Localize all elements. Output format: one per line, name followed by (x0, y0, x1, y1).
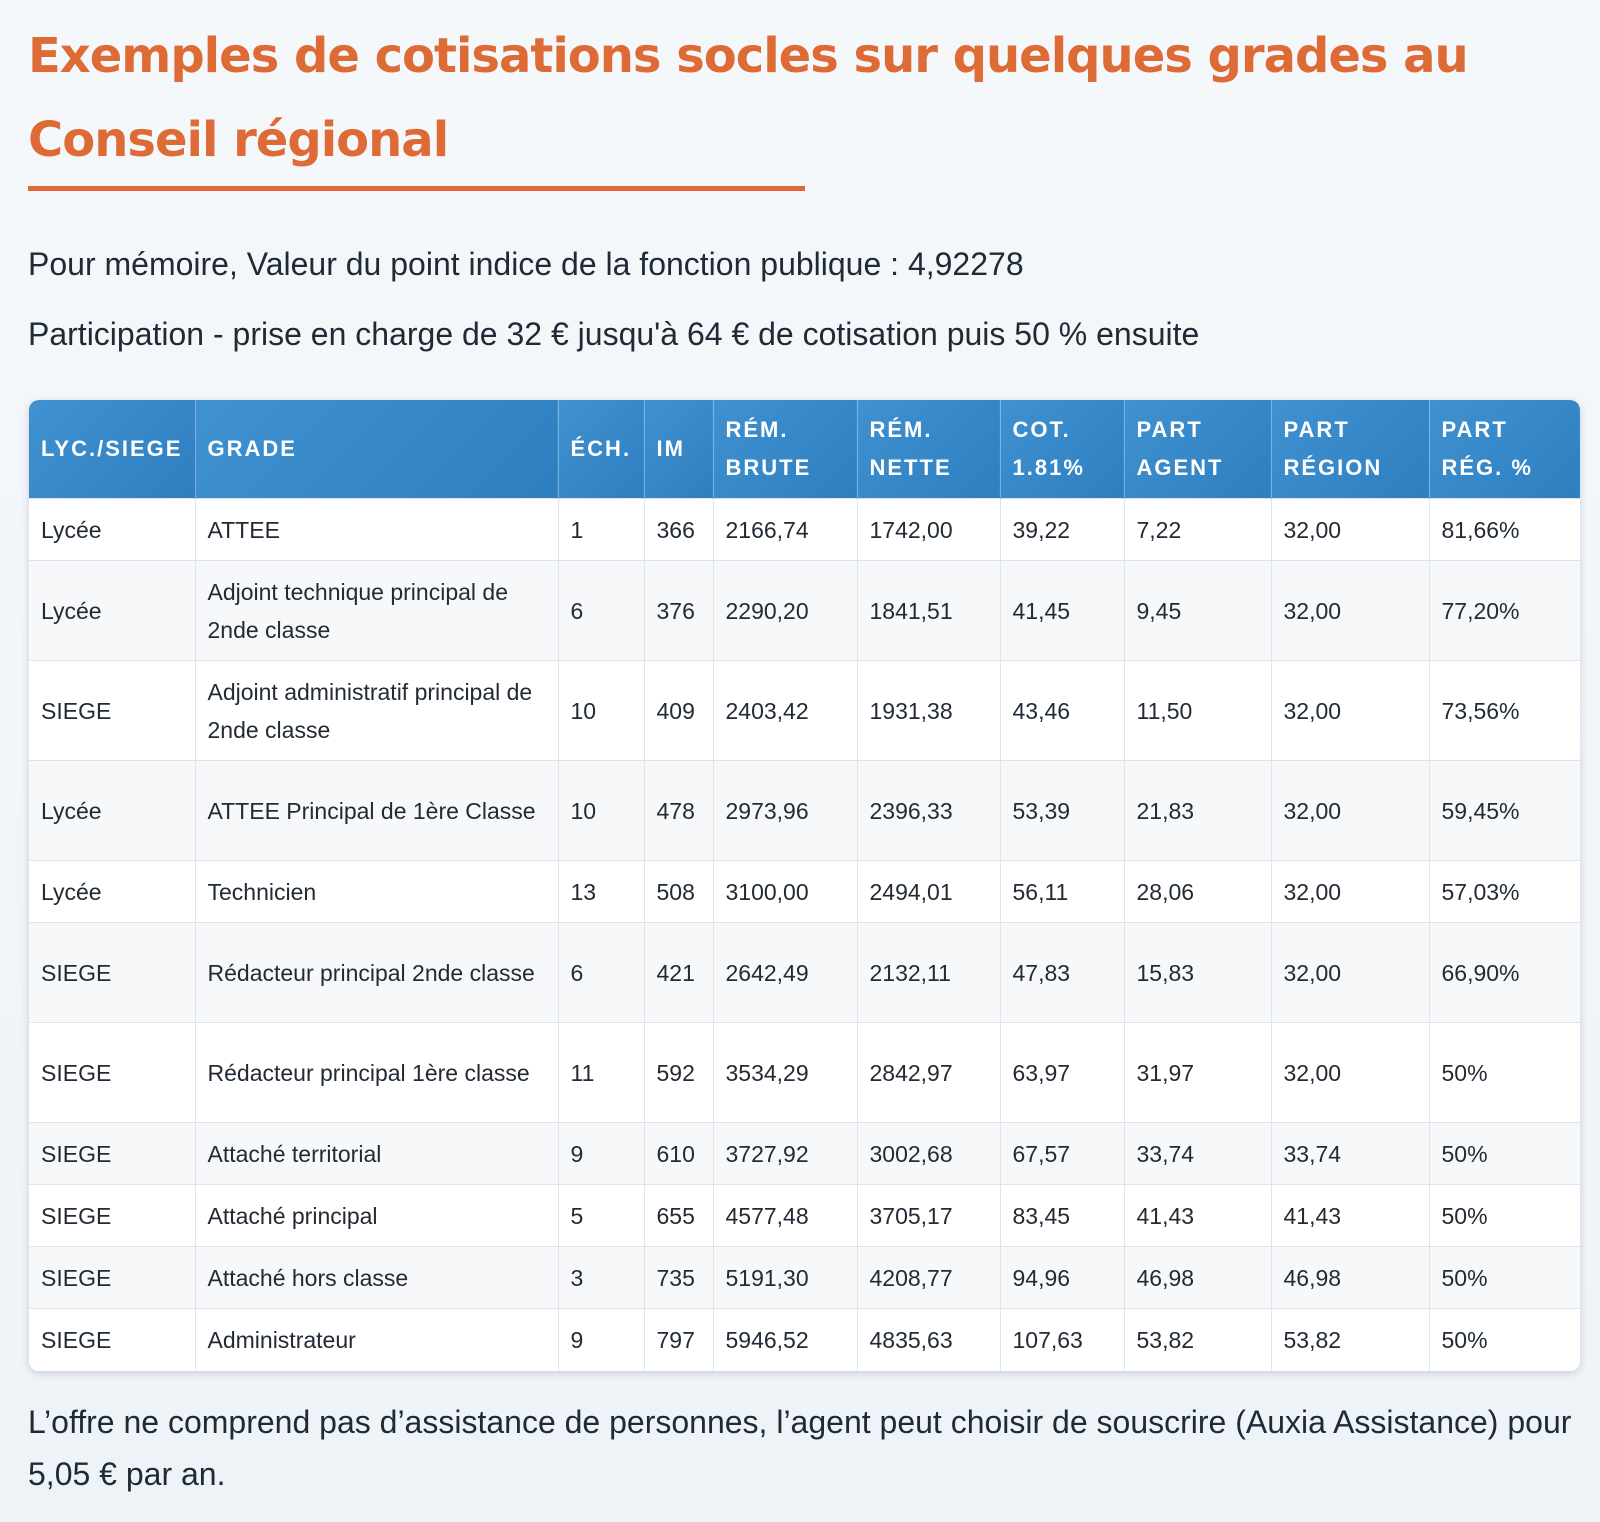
cell-cot: 107,63 (1000, 1309, 1124, 1371)
cell-ech: 9 (558, 1123, 644, 1185)
cell-rem-brute: 2166,74 (713, 499, 857, 561)
cell-part-region: 41,43 (1271, 1185, 1429, 1247)
cell-part-agent: 53,82 (1124, 1309, 1271, 1371)
cell-part-reg-pct: 50% (1429, 1247, 1580, 1309)
cell-part-region: 32,00 (1271, 923, 1429, 1023)
cell-lyc-siege: SIEGE (29, 1123, 195, 1185)
table-row (29, 1185, 1580, 1247)
cell-ech: 9 (558, 1309, 644, 1371)
cell-rem-nette: 1841,51 (857, 561, 1000, 661)
cell-part-region: 32,00 (1271, 861, 1429, 923)
cell-lyc-siege: Lycée (29, 861, 195, 923)
cell-rem-nette: 1742,00 (857, 499, 1000, 561)
cell-im: 478 (644, 761, 713, 861)
cell-cot: 47,83 (1000, 923, 1124, 1023)
header-im: IM (644, 400, 713, 499)
cell-part-region: 32,00 (1271, 1023, 1429, 1123)
cell-part-agent: 7,22 (1124, 499, 1271, 561)
cell-part-agent: 21,83 (1124, 761, 1271, 861)
header-grade: GRADE (195, 400, 558, 499)
table-row (29, 1309, 1580, 1371)
assistance-note: L’offre ne comprend pas d’assistance de personnes, l’agent peut choisir de souscrire (Auxia Assistance) pour 5,05 € par an. (28, 1404, 1572, 1492)
cell-grade: Attaché territorial (195, 1123, 558, 1185)
cell-part-region: 32,00 (1271, 561, 1429, 661)
cell-ech: 10 (558, 761, 644, 861)
cell-part-agent: 33,74 (1124, 1123, 1271, 1185)
table-row (29, 499, 1580, 561)
header-rem-brute: RÉM. BRUTE (713, 400, 857, 499)
cell-rem-nette: 2396,33 (857, 761, 1000, 861)
header-rem-nette: RÉM. NETTE (857, 400, 1000, 499)
cell-cot: 67,57 (1000, 1123, 1124, 1185)
cell-rem-brute: 3100,00 (713, 861, 857, 923)
cell-rem-brute: 2290,20 (713, 561, 857, 661)
cell-im: 655 (644, 1185, 713, 1247)
cell-ech: 13 (558, 861, 644, 923)
table-row (29, 1123, 1580, 1185)
cell-rem-nette: 4835,63 (857, 1309, 1000, 1371)
cell-part-reg-pct: 50% (1429, 1185, 1580, 1247)
cell-part-region: 53,82 (1271, 1309, 1429, 1371)
cell-im: 376 (644, 561, 713, 661)
cell-part-region: 32,00 (1271, 661, 1429, 761)
cell-part-reg-pct: 59,45% (1429, 761, 1580, 861)
cell-im: 735 (644, 1247, 713, 1309)
cell-part-reg-pct: 50% (1429, 1123, 1580, 1185)
table-row (29, 861, 1580, 923)
cell-lyc-siege: SIEGE (29, 1185, 195, 1247)
table-row (29, 561, 1580, 661)
cell-lyc-siege: SIEGE (29, 1023, 195, 1123)
cell-part-reg-pct: 81,66% (1429, 499, 1580, 561)
contributions-table (29, 400, 1580, 1371)
cell-cot: 63,97 (1000, 1023, 1124, 1123)
cell-ech: 10 (558, 661, 644, 761)
cell-rem-brute: 3534,29 (713, 1023, 857, 1123)
cell-part-agent: 31,97 (1124, 1023, 1271, 1123)
cell-lyc-siege: Lycée (29, 561, 195, 661)
cell-im: 508 (644, 861, 713, 923)
cell-im: 797 (644, 1309, 713, 1371)
cell-rem-nette: 2494,01 (857, 861, 1000, 923)
header-lyc-siege: LYC./SIEGE (29, 400, 195, 499)
cell-part-reg-pct: 50% (1429, 1023, 1580, 1123)
cell-part-agent: 28,06 (1124, 861, 1271, 923)
header-part-region: PART RÉGION (1271, 400, 1429, 499)
cell-grade: Adjoint administratif principal de 2nde classe (195, 661, 558, 761)
header-ech: ÉCH. (558, 400, 644, 499)
page-title: Exemples de cotisations socles sur quelques grades au Conseil régional (28, 28, 1468, 168)
cell-rem-nette: 3705,17 (857, 1185, 1000, 1247)
cell-grade: Rédacteur principal 1ère classe (195, 1023, 558, 1123)
cell-lyc-siege: SIEGE (29, 923, 195, 1023)
cell-ech: 6 (558, 923, 644, 1023)
cell-grade: Technicien (195, 861, 558, 923)
cell-part-reg-pct: 73,56% (1429, 661, 1580, 761)
cell-im: 409 (644, 661, 713, 761)
cell-grade: Attaché hors classe (195, 1247, 558, 1309)
cell-cot: 94,96 (1000, 1247, 1124, 1309)
cell-rem-nette: 2132,11 (857, 923, 1000, 1023)
cell-rem-nette: 2842,97 (857, 1023, 1000, 1123)
cell-cot: 56,11 (1000, 861, 1124, 923)
cell-grade: ATTEE (195, 499, 558, 561)
table-body (29, 499, 1580, 1371)
cell-rem-brute: 4577,48 (713, 1185, 857, 1247)
cell-grade: Adjoint technique principal de 2nde classe (195, 561, 558, 661)
cell-im: 366 (644, 499, 713, 561)
intro-participation: Participation - prise en charge de 32 € jusqu'à 64 € de cotisation puis 50 % ensuite (28, 316, 1200, 352)
cell-ech: 6 (558, 561, 644, 661)
cell-lyc-siege: Lycée (29, 761, 195, 861)
cell-grade: Administrateur (195, 1309, 558, 1371)
cell-lyc-siege: SIEGE (29, 1247, 195, 1309)
cell-part-reg-pct: 57,03% (1429, 861, 1580, 923)
cell-lyc-siege: SIEGE (29, 661, 195, 761)
cell-im: 421 (644, 923, 713, 1023)
cell-part-reg-pct: 77,20% (1429, 561, 1580, 661)
cell-rem-brute: 5946,52 (713, 1309, 857, 1371)
cell-ech: 11 (558, 1023, 644, 1123)
cell-lyc-siege: Lycée (29, 499, 195, 561)
contributions-table-container (29, 400, 1580, 1371)
cell-rem-brute: 5191,30 (713, 1247, 857, 1309)
cell-cot: 39,22 (1000, 499, 1124, 561)
cell-cot: 83,45 (1000, 1185, 1124, 1247)
cell-part-agent: 11,50 (1124, 661, 1271, 761)
cell-part-region: 32,00 (1271, 761, 1429, 861)
cell-part-region: 32,00 (1271, 499, 1429, 561)
cell-rem-brute: 2403,42 (713, 661, 857, 761)
header-cot: COT. 1.81% (1000, 400, 1124, 499)
cell-grade: ATTEE Principal de 1ère Classe (195, 761, 558, 861)
cell-part-agent: 41,43 (1124, 1185, 1271, 1247)
cell-rem-nette: 3002,68 (857, 1123, 1000, 1185)
cell-cot: 41,45 (1000, 561, 1124, 661)
cell-part-reg-pct: 50% (1429, 1309, 1580, 1371)
intro-point-value: Pour mémoire, Valeur du point indice de la fonction publique : 4,92278 (28, 246, 1024, 282)
table-row (29, 1023, 1580, 1123)
header-part-reg-pct: PART RÉG. % (1429, 400, 1580, 499)
table-row (29, 761, 1580, 861)
cell-rem-nette: 1931,38 (857, 661, 1000, 761)
cell-rem-brute: 2642,49 (713, 923, 857, 1023)
cell-rem-nette: 4208,77 (857, 1247, 1000, 1309)
table-row (29, 1247, 1580, 1309)
cell-lyc-siege: SIEGE (29, 1309, 195, 1371)
cell-ech: 5 (558, 1185, 644, 1247)
cell-im: 610 (644, 1123, 713, 1185)
cell-grade: Rédacteur principal 2nde classe (195, 923, 558, 1023)
cell-grade: Attaché principal (195, 1185, 558, 1247)
table-header-row (29, 400, 1580, 499)
table-row (29, 923, 1580, 1023)
cell-cot: 43,46 (1000, 661, 1124, 761)
cell-part-reg-pct: 66,90% (1429, 923, 1580, 1023)
cell-part-region: 46,98 (1271, 1247, 1429, 1309)
title-underline (28, 186, 805, 191)
cell-part-region: 33,74 (1271, 1123, 1429, 1185)
cell-part-agent: 46,98 (1124, 1247, 1271, 1309)
cell-ech: 3 (558, 1247, 644, 1309)
header-part-agent: PART AGENT (1124, 400, 1271, 499)
cell-ech: 1 (558, 499, 644, 561)
table-row (29, 661, 1580, 761)
cell-im: 592 (644, 1023, 713, 1123)
cell-rem-brute: 3727,92 (713, 1123, 857, 1185)
cell-part-agent: 15,83 (1124, 923, 1271, 1023)
cell-rem-brute: 2973,96 (713, 761, 857, 861)
cell-cot: 53,39 (1000, 761, 1124, 861)
cell-part-agent: 9,45 (1124, 561, 1271, 661)
